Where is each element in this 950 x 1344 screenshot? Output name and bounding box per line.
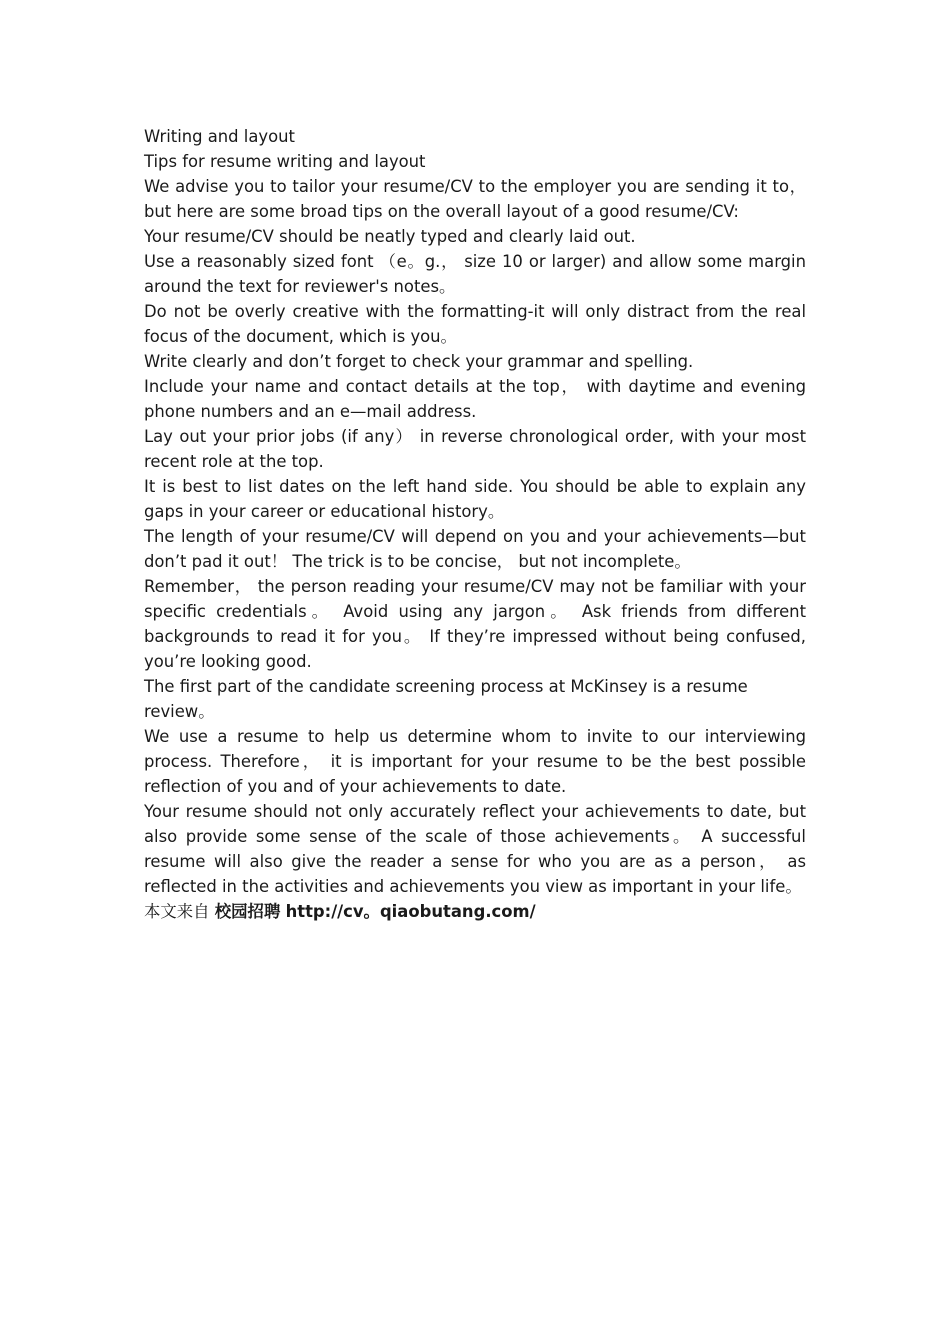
paragraph-interviewing: We use a resume to help us determine whom to invite to our interviewing process. Therefore， it is important for your resume to be the best possible reflection of you and of your achievements to date. [144,727,806,796]
paragraph-contact-details: Include your name and contact details at the top， with daytime and evening phone numbers and an e—mail address. [144,377,806,421]
paragraph-screening: The first part of the candidate screening process at McKinsey is a resume review。 [144,677,748,721]
paragraph-dates: It is best to list dates on the left hand side. You should be able to explain any gaps in your career or educational history。 [144,477,806,521]
paragraph-achievements: Your resume should not only accurately reflect your achievements to date, but also provide some sense of the scale of those achievements。 A successful resume will also give the reader a sense for who you are as a person， as reflected in the activities and achievements you view as important in your life。 [144,802,806,896]
paragraph-neatly-typed: Your resume/CV should be neatly typed and clearly laid out. [144,227,636,246]
source-site[interactable]: 校园招聘 [214,902,281,921]
document-body [144,124,806,924]
paragraph-prior-jobs: Lay out your prior jobs (if any） in reverse chronological order, with your most recent role at the top. [144,427,806,471]
paragraph-font-size: Use a reasonably sized font （e。g.， size 10 or larger) and allow some margin around the text for reviewer's notes。 [144,252,806,296]
paragraph-tailor: We advise you to tailor your resume/CV to the employer you are sending it to， but here are some broad tips on the overall layout of a good resume/CV: [144,177,806,221]
document-subheading: Tips for resume writing and layout [144,152,426,171]
source-link[interactable]: http://cv。qiaobutang.com/ [285,902,536,921]
paragraph-remember: Remember， the person reading your resume/CV may not be familiar with your specific credentials。 Avoid using any jargon。 Ask friends from different backgrounds to read it for you。 If they’re impressed without being confused, you’re looking good. [144,577,806,671]
paragraph-formatting: Do not be overly creative with the formatting-it will only distract from the real focus of the document, which is you。 [144,302,806,346]
source-line [144,899,806,924]
paragraph-length: The length of your resume/CV will depend on you and your achievements—but don’t pad it out！ The trick is to be concise， but not incomplete。 [144,527,806,571]
document-heading: Writing and layout [144,127,295,146]
source-prefix: 本文来自 [144,902,210,921]
paragraph-grammar: Write clearly and don’t forget to check your grammar and spelling. [144,352,694,371]
